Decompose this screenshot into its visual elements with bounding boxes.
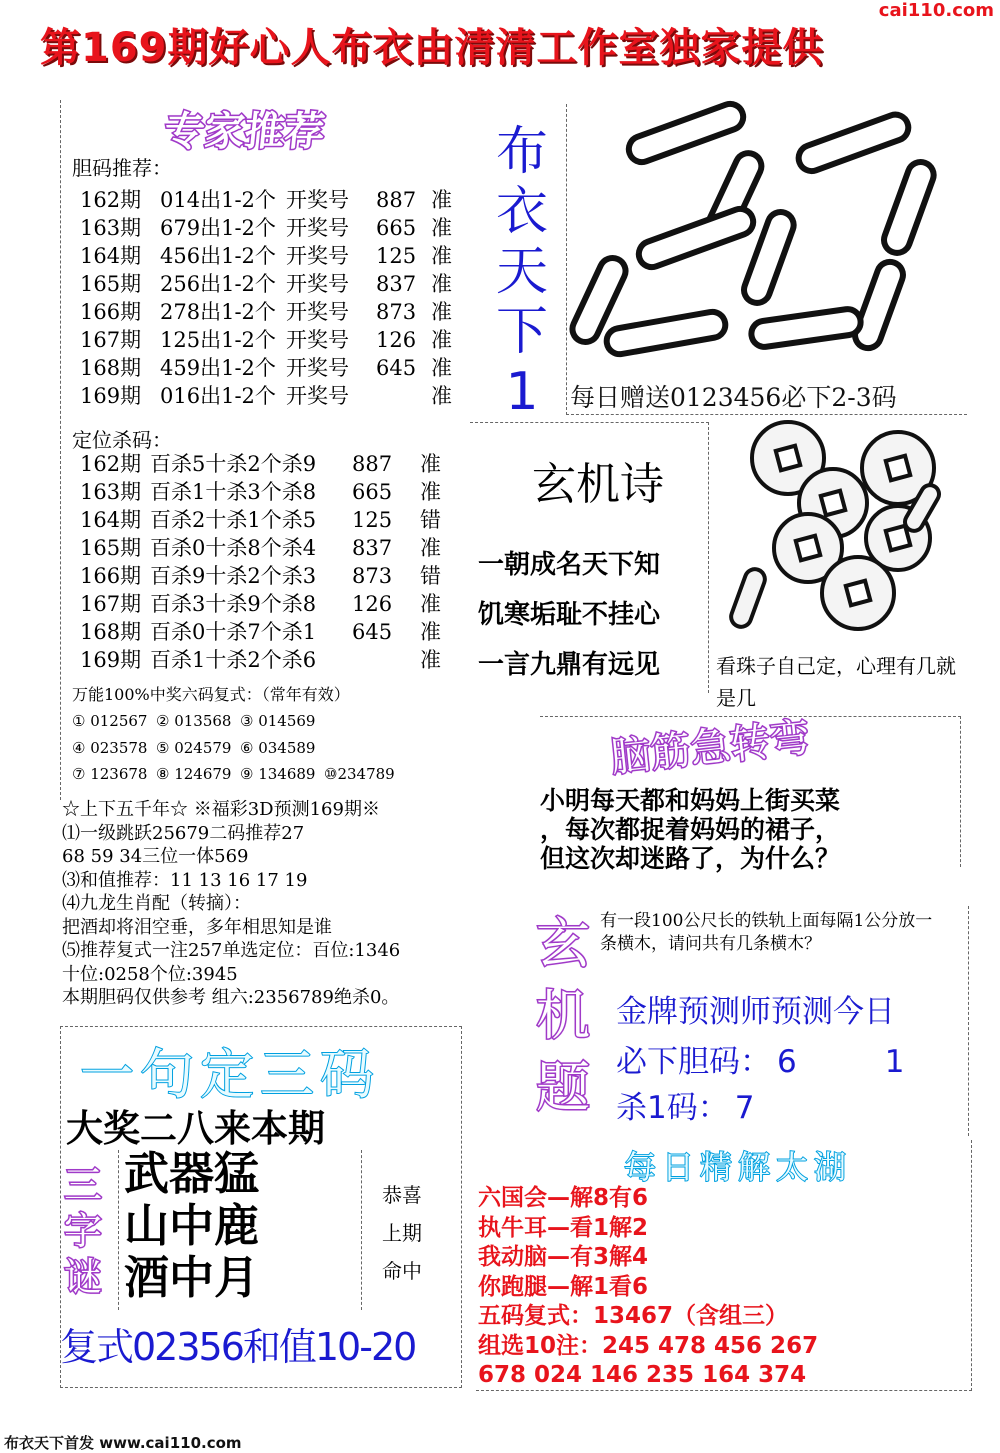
buyi-char: 衣 (496, 182, 549, 242)
kill-pick: 百杀2十杀1个杀5 (150, 508, 317, 532)
dan-result: 125 (376, 244, 417, 268)
history-line: ⑷九龙生肖配（转摘）： (62, 893, 251, 914)
six-code: ⑥ 034589 (240, 738, 316, 757)
dan-row (80, 270, 471, 298)
six-row (72, 708, 395, 735)
kill-period: 162期 (80, 452, 142, 476)
dan-pick: 125出1-2个 (160, 328, 276, 352)
history-line: 68 59 34三位一体569 (62, 846, 249, 867)
kill-result: 873 (352, 564, 393, 588)
dan-row (80, 382, 471, 410)
kill-result (352, 646, 420, 674)
xuanji-kill (616, 1082, 754, 1127)
kill-pick: 百杀3十杀9个杀8 (150, 592, 317, 616)
riddle-note (382, 1176, 422, 1290)
kill-label: 定位杀码： (72, 428, 172, 452)
history-block (62, 798, 400, 1010)
kill-pick: 百杀1十杀3个杀8 (150, 480, 317, 504)
taihu-line: 执牛耳—看1解2 (478, 1214, 649, 1241)
kill-mark: 准 (420, 452, 441, 476)
xuanji-kill-label: 杀1码： (616, 1090, 729, 1126)
taihu-line: 678 024 146 235 164 374 (478, 1362, 807, 1388)
poem-line: 一朝成名天下知 (478, 550, 661, 580)
six-code: ⑦ 123678 (72, 765, 148, 783)
dan-row (80, 242, 471, 270)
six-code: ③ 014569 (240, 712, 316, 730)
dan-result (376, 382, 431, 410)
dan-row (80, 214, 471, 242)
brain-line: 小明每天都和妈妈上街买菜 (540, 786, 841, 815)
poem-heading: 玄机诗 (532, 459, 664, 510)
dan-result: 837 (376, 272, 417, 296)
taihu-line: 我动脑—有3解4 (478, 1244, 649, 1270)
six-code: ⑨ 134689 (240, 765, 316, 783)
riddle-note-line: 上期 (382, 1221, 422, 1245)
dan-word: 开奖号 (286, 356, 349, 380)
taihu-line: 六国会—解8有6 (478, 1185, 649, 1211)
brain-line: ，每次都捉着妈妈的裙子， (540, 815, 841, 844)
riddle-phrase: 大奖二八来本期 (66, 1107, 325, 1150)
buyi-char: 天 (496, 242, 549, 302)
dan-pick: 679出1-2个 (160, 216, 276, 240)
taihu-heading: 每日精解太湖 (624, 1148, 853, 1186)
kill-period: 163期 (80, 480, 142, 504)
kill-row (80, 478, 460, 506)
dan-period: 168期 (80, 356, 142, 380)
dan-period: 162期 (80, 188, 142, 212)
dan-row (80, 298, 471, 326)
riddle-side-char: 三 (64, 1163, 103, 1207)
kill-row (80, 506, 460, 534)
xuanji-char: 题 (536, 1056, 590, 1119)
riddle-line: 武器猛 (124, 1147, 260, 1200)
dan-word: 开奖号 (286, 216, 349, 240)
kill-result: 837 (352, 536, 393, 560)
history-line: ⑶和值推荐：11 13 16 17 19 (62, 869, 308, 891)
dan-mark: 准 (431, 328, 452, 352)
kill-mark: 准 (420, 620, 441, 644)
dan-mark: 准 (431, 356, 452, 380)
riddle-footer: 复式02356和值10-20 (60, 1325, 416, 1369)
dan-result: 645 (376, 356, 417, 380)
page-footer: 布衣天下首发 www.cai110.com (4, 1434, 242, 1452)
brain-line: 但这次却迷路了，为什么？ (540, 844, 841, 873)
dan-result: 126 (376, 328, 417, 352)
coins-graphic (718, 418, 958, 638)
history-line: 本期胆码仅供参考 组六:2356789绝杀0。 (62, 987, 400, 1008)
dan-word: 开奖号 (286, 384, 349, 408)
dan-period: 165期 (80, 272, 142, 296)
buyi-char: 布 (496, 122, 549, 182)
kill-period: 164期 (80, 508, 142, 532)
kill-mark: 准 (420, 536, 441, 560)
expert-heading: 专家推荐 (162, 109, 328, 155)
history-line: 把酒却将泪空垂，多年相思知是谁 (62, 916, 332, 938)
xuanji-kill-val: 7 (734, 1090, 755, 1126)
riddle-lines (124, 1148, 259, 1304)
six-row (72, 761, 395, 788)
dan-word: 开奖号 (286, 328, 349, 352)
kill-mark: 准 (420, 648, 441, 672)
kill-row (80, 618, 460, 646)
kill-mark: 准 (420, 480, 441, 504)
riddle-line: 酒中月 (124, 1251, 260, 1304)
dan-pick: 016出1-2个 (160, 384, 276, 408)
brain-lines (540, 786, 840, 873)
dan-pick: 278出1-2个 (160, 300, 276, 324)
kill-result: 645 (352, 620, 393, 644)
dan-word: 开奖号 (286, 244, 349, 268)
six-code: ① 012567 (72, 712, 148, 730)
kill-pick: 百杀9十杀2个杀3 (150, 564, 317, 588)
kill-period: 169期 (80, 648, 142, 672)
dan-word: 开奖号 (286, 272, 349, 296)
history-line: 十位:0258个位:3945 (62, 963, 238, 985)
xuanji-dan-b: 1 (884, 1044, 905, 1080)
riddle-side (64, 1162, 102, 1300)
dan-result: 887 (376, 188, 417, 212)
six-table (72, 708, 395, 788)
riddle-note-line: 命中 (382, 1259, 422, 1283)
riddle-heading: 一句定三码 (80, 1043, 380, 1106)
dan-row (80, 186, 471, 214)
kill-table (80, 450, 460, 674)
dan-row (80, 354, 471, 382)
six-code: ⑩234789 (324, 765, 395, 783)
history-line: ⑴一级跳跃25679二码推荐27 (62, 822, 305, 844)
poem-lines (478, 540, 660, 690)
page-title: 第169期好心人布衣由清清工作室独家提供 (40, 25, 824, 71)
buyi-char: 1 (505, 362, 539, 422)
history-line: ⑸推荐复式一注257单选定位：百位:1346 (62, 940, 401, 961)
kill-period: 165期 (80, 536, 142, 560)
xuanji-dan (616, 1036, 904, 1081)
gold-line: 金牌预测师预测今日 (616, 994, 895, 1030)
kill-mark: 准 (420, 592, 441, 616)
six-code: ④ 023578 (72, 738, 148, 757)
kill-mark: 错 (420, 508, 441, 532)
six-code: ⑤ 024579 (156, 738, 232, 757)
six-code: ② 013568 (156, 712, 232, 730)
kill-pick: 百杀5十杀2个杀9 (150, 452, 317, 476)
poem-line: 一言九鼎有远见 (478, 650, 661, 680)
dan-row (80, 326, 471, 354)
dan-result: 873 (376, 300, 417, 324)
brain-heading: 脑筋急转弯 (608, 714, 813, 782)
dan-period: 169期 (80, 384, 142, 408)
dan-period: 167期 (80, 328, 142, 352)
kill-row (80, 646, 460, 674)
buyi-char: 下 (496, 302, 549, 362)
kill-period: 168期 (80, 620, 142, 644)
xuanji-char: 玄 (536, 912, 590, 975)
xuanji-vertical (536, 908, 590, 1124)
dan-word: 开奖号 (286, 300, 349, 324)
dan-table (80, 186, 471, 410)
kill-period: 167期 (80, 592, 142, 616)
kill-pick: 百杀1十杀2个杀6 (150, 648, 317, 672)
taihu-lines (478, 1184, 818, 1391)
taihu-line: 五码复式：13467（含组三） (478, 1303, 789, 1329)
poem-line: 饥寒垢耻不挂心 (478, 600, 661, 630)
riddle-side-char: 字 (64, 1209, 103, 1253)
buyi-vertical (496, 122, 548, 422)
beads-caption: 看珠子自己定，心理有几就是几 (716, 654, 956, 710)
dan-period: 166期 (80, 300, 142, 324)
gift-box (566, 104, 967, 415)
xuanji-char: 机 (536, 984, 590, 1047)
dan-mark: 准 (431, 244, 452, 268)
dan-period: 163期 (80, 216, 142, 240)
daily-gift: 每日赠送0123456必下2-3码 (570, 383, 897, 412)
dan-mark: 准 (431, 216, 452, 240)
site-watermark: cai110.com (878, 0, 994, 21)
six-row (72, 735, 395, 762)
xuanji-dan-label: 必下胆码： (616, 1044, 771, 1080)
dan-pick: 256出1-2个 (160, 272, 276, 296)
taihu-line: 你跑腿—解1看6 (478, 1273, 649, 1300)
kill-result: 887 (352, 452, 393, 476)
dan-mark: 准 (431, 188, 452, 212)
kill-row (80, 562, 460, 590)
dan-mark: 准 (431, 272, 452, 296)
history-line: ☆上下五千年☆ ※福彩3D预测169期※ (62, 799, 380, 820)
kill-row (80, 450, 460, 478)
kill-result: 125 (352, 508, 393, 532)
riddle-side-char: 谜 (64, 1255, 103, 1299)
kill-result: 126 (352, 592, 393, 616)
dan-mark: 准 (431, 384, 452, 408)
dan-pick: 456出1-2个 (160, 244, 276, 268)
dan-label: 胆码推荐： (72, 156, 172, 180)
dan-word: 开奖号 (286, 188, 349, 212)
kill-row (80, 590, 460, 618)
dan-result: 665 (376, 216, 417, 240)
kill-mark: 错 (420, 564, 441, 588)
xuanji-dan-a: 6 (777, 1044, 797, 1080)
kill-period: 166期 (80, 564, 142, 588)
dan-period: 164期 (80, 244, 142, 268)
six-code: ⑧ 124679 (156, 765, 232, 783)
riddle-note-line: 恭喜 (382, 1183, 422, 1207)
xuanji-question: 有一段100公尺长的铁轨上面每隔1公分放一条横木，请问共有几条横木？ (600, 911, 933, 954)
taihu-line: 组选10注：245 478 456 267 (478, 1332, 819, 1359)
kill-pick: 百杀0十杀8个杀4 (150, 536, 317, 560)
dan-pick: 459出1-2个 (160, 356, 276, 380)
riddle-line: 山中鹿 (124, 1199, 260, 1252)
six-label: 万能100%中奖六码复式：（常年有效） (72, 685, 350, 704)
dan-mark: 准 (431, 300, 452, 324)
dan-pick: 014出1-2个 (160, 188, 276, 212)
kill-row (80, 534, 460, 562)
kill-pick: 百杀0十杀7个杀1 (150, 620, 317, 644)
kill-result: 665 (352, 480, 393, 504)
